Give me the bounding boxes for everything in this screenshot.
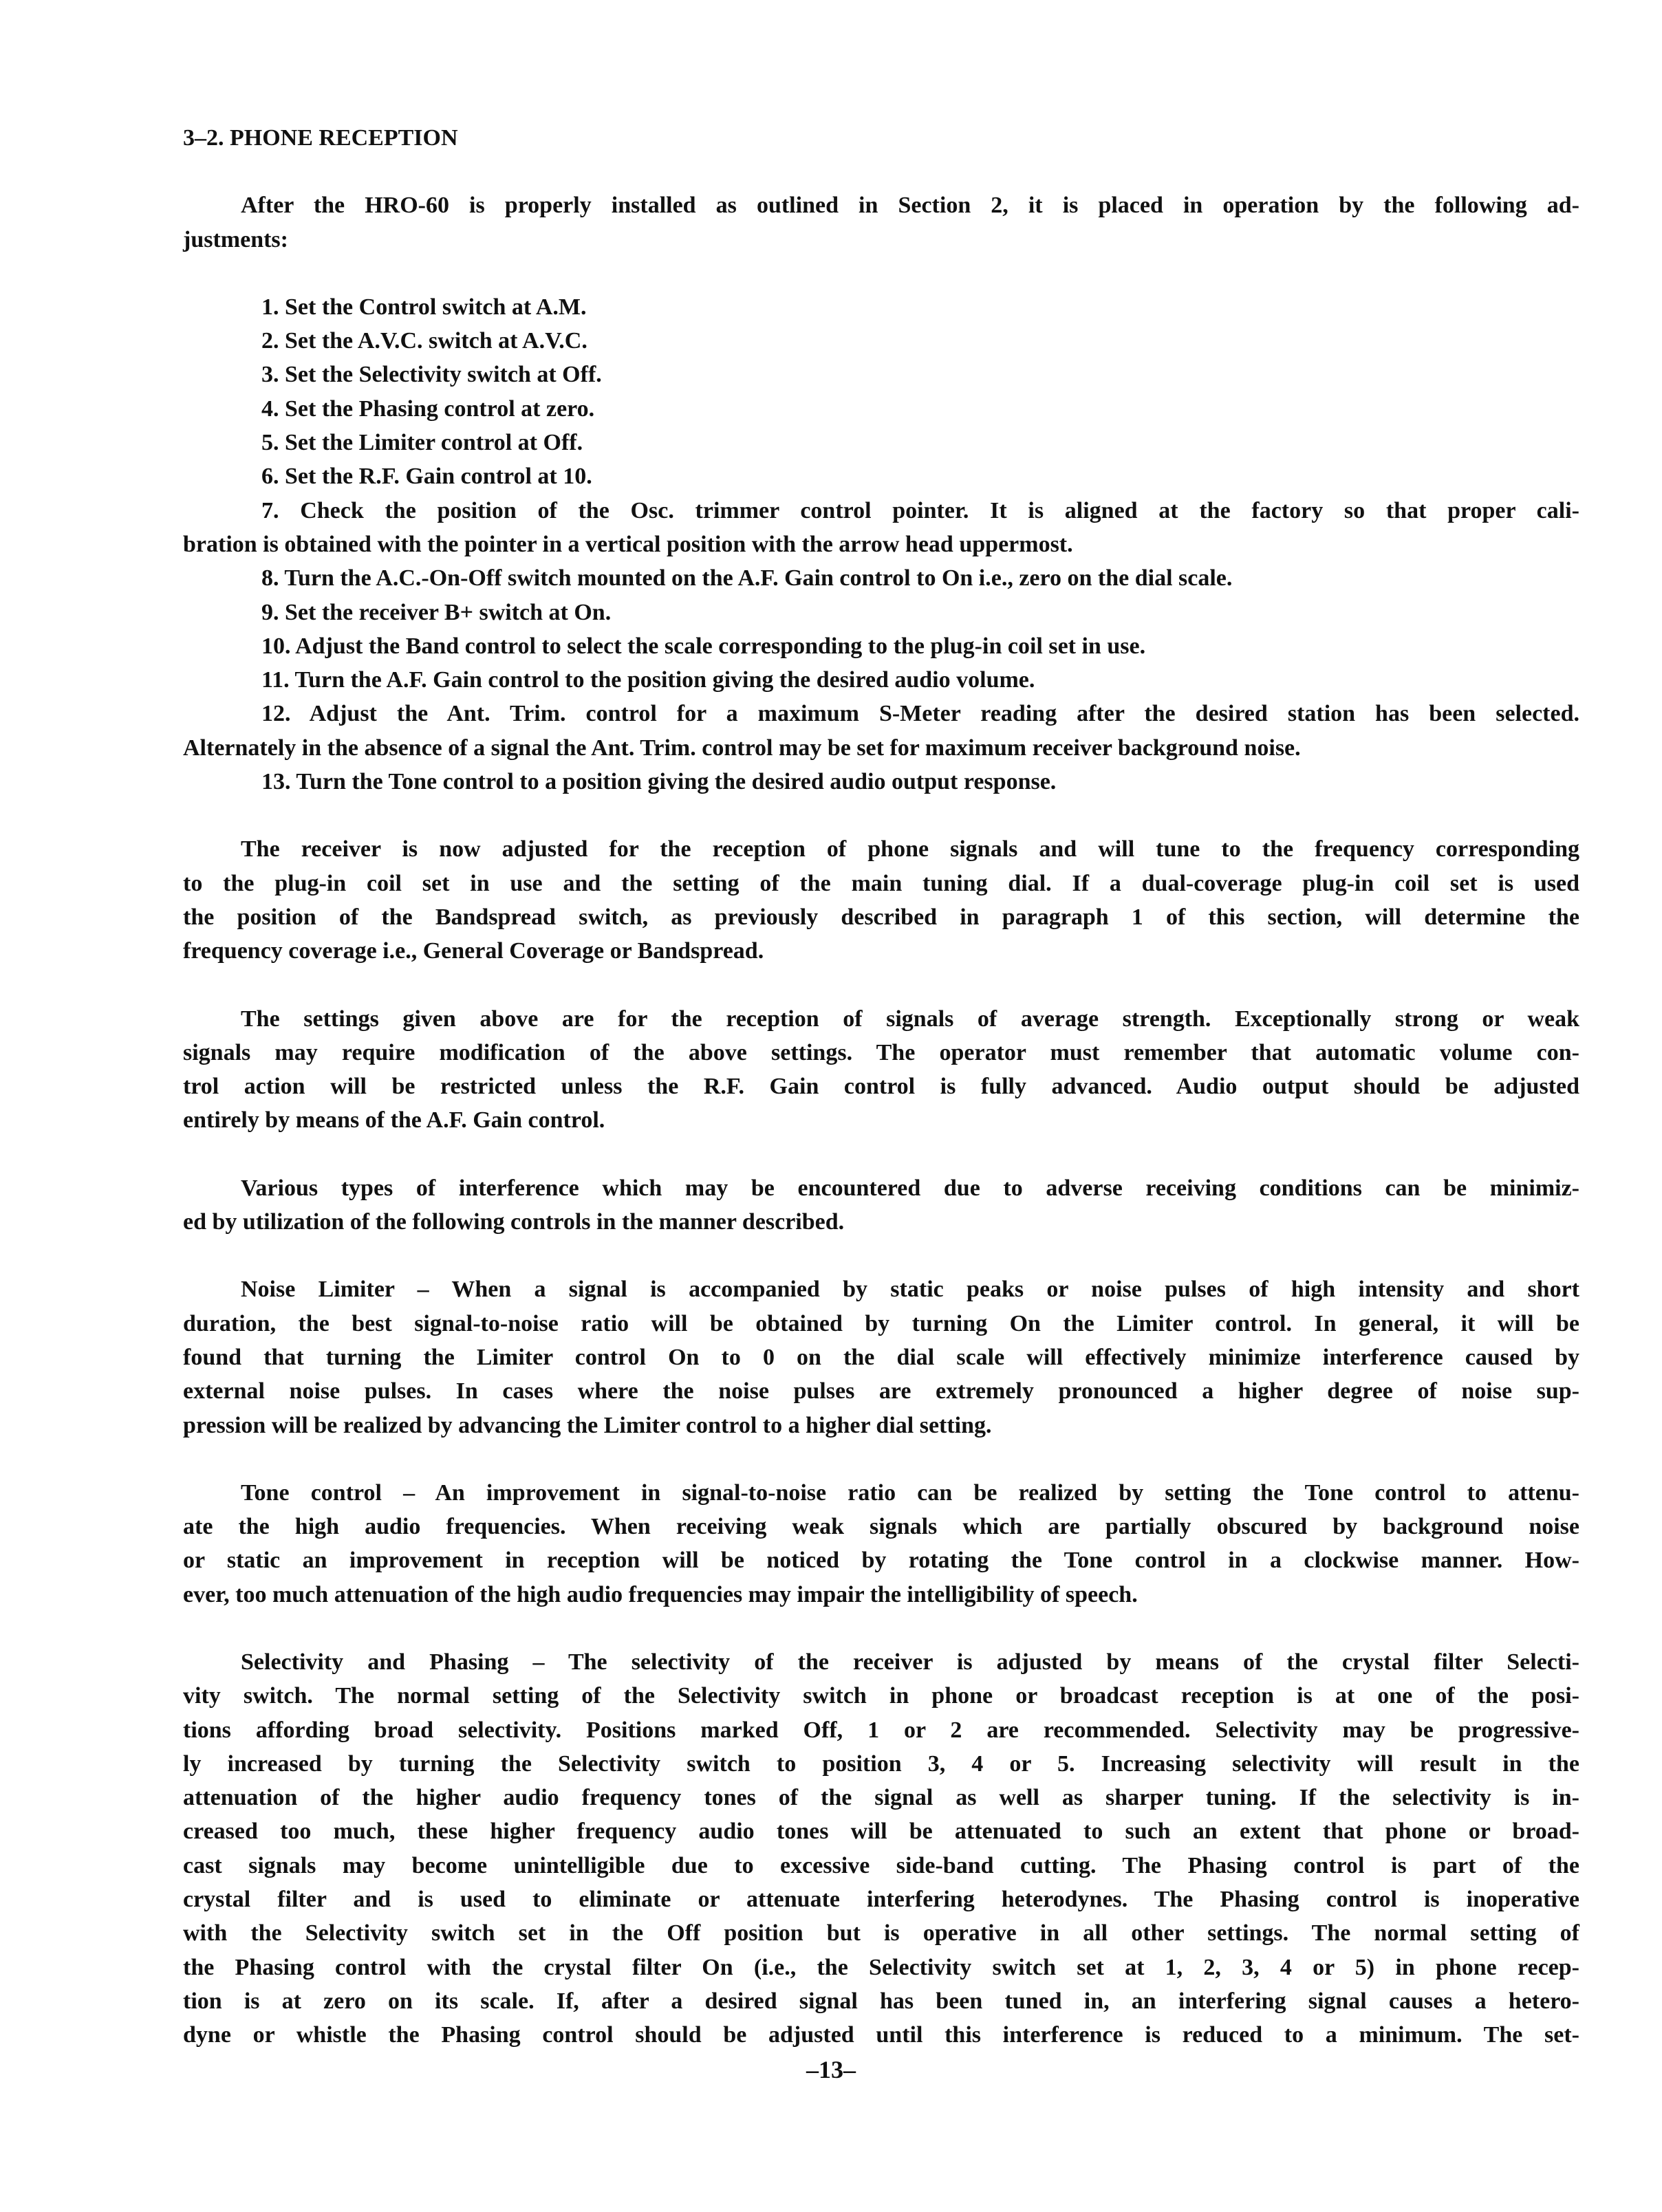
list-item <box>183 629 1579 663</box>
text-line: pression will be realized by advancing the Limiter control to a higher dial setting. <box>183 1412 992 1438</box>
list-item <box>183 663 1579 697</box>
paragraph <box>183 1171 1579 1239</box>
text-line: ed by utilization of the following controls in the manner described. <box>183 1209 845 1235</box>
text-line: to the plug-in coil set in use and the setting of the main tuning dial. If a dual-coverage plug-in coil set is used <box>183 870 1579 896</box>
text-line: external noise pulses. In cases where the noise pulses are extremely pronounced a higher degree of noise sup- <box>183 1378 1579 1405</box>
text-line: creased too much, these higher frequency audio tones will be attenuated to such an extent that phone or broad- <box>183 1819 1579 1845</box>
text-line: crystal filter and is used to eliminate or attenuate interfering heterodynes. The Phasing control is inoperative <box>183 1887 1579 1913</box>
list-item <box>183 561 1579 595</box>
paragraph <box>183 1476 1579 1612</box>
text-line: Various types of interference which may be encountered due to adverse receiving conditions can be minimiz- <box>241 1175 1579 1201</box>
list-item <box>183 494 1579 562</box>
list-item <box>183 459 1579 493</box>
text-line: cast signals may become unintelligible due to excessive side-band cutting. The Phasing control is part of the <box>183 1852 1579 1878</box>
text-line: entirely by means of the A.F. Gain control. <box>183 1107 605 1134</box>
text-line: 12. Adjust the Ant. Trim. control for a maximum S-Meter reading after the desired station has been selected. <box>261 701 1579 727</box>
list-item <box>183 358 1579 391</box>
text-line: 10. Adjust the Band control to select the scale corresponding to the plug-in coil set in use. <box>261 633 1146 659</box>
text-line: with the Selectivity switch set in the Off position but is operative in all other settings. The normal setting of <box>183 1920 1579 1947</box>
text-line: Tone control – An improvement in signal-to-noise ratio can be realized by setting the Tone control to attenu- <box>241 1479 1579 1506</box>
list-item <box>183 765 1579 799</box>
text-line: 8. Turn the A.C.-On-Off switch mounted on the A.F. Gain control to On i.e., zero on the dial scale. <box>261 565 1233 592</box>
text-line: 1. Set the Control switch at A.M. <box>261 294 587 320</box>
text-line: attenuation of the higher audio frequency tones of the signal as well as sharper tuning. If the selectivity is in- <box>183 1785 1579 1811</box>
text-line: bration is obtained with the pointer in a vertical position with the arrow head uppermost. <box>183 531 1073 557</box>
steps-list <box>183 290 1579 799</box>
text-line: tions affording broad selectivity. Positions marked Off, 1 or 2 are recommended. Selectivity may be progressive- <box>183 1717 1579 1743</box>
paragraph <box>183 1002 1579 1138</box>
section-heading: 3–2. PHONE RECEPTION <box>183 125 458 151</box>
text-line: Noise Limiter – When a signal is accompanied by static peaks or noise pulses of high intensity and short <box>241 1277 1579 1303</box>
text-line: duration, the best signal-to-noise ratio will be obtained by turning On the Limiter control. In general, it will be <box>183 1310 1579 1336</box>
text-line: 9. Set the receiver B+ switch at On. <box>261 599 612 625</box>
paragraph <box>183 1272 1579 1442</box>
list-item <box>183 596 1579 629</box>
text-line: vity switch. The normal setting of the Selectivity switch in phone or broadcast reception is at one of the posi- <box>183 1683 1579 1709</box>
list-item <box>183 392 1579 426</box>
text-line: 11. Turn the A.F. Gain control to the position giving the desired audio volume. <box>261 667 1035 693</box>
text-line: The receiver is now adjusted for the reception of phone signals and will tune to the frequency corresponding <box>241 836 1579 863</box>
body-paragraphs <box>183 832 1579 2052</box>
paragraph <box>183 1645 1579 2052</box>
text-line: frequency coverage i.e., General Coverage or Bandspread. <box>183 938 764 964</box>
text-line: tion is at zero on its scale. If, after a desired signal has been tuned in, an interfering signal causes a hetero- <box>183 1988 1579 2014</box>
document-page <box>183 121 1579 2086</box>
text-line: signals may require modification of the above settings. The operator must remember that automatic volume con- <box>183 1039 1579 1065</box>
list-item <box>183 426 1579 459</box>
text-line: 3. Set the Selectivity switch at Off. <box>261 362 602 388</box>
text-line: 6. Set the R.F. Gain control at 10. <box>261 464 592 490</box>
page-number: –13– <box>806 2056 856 2083</box>
text-line: trol action will be restricted unless the R.F. Gain control is fully advanced. Audio output should be adjusted <box>183 1074 1579 1100</box>
text-line: 4. Set the Phasing control at zero. <box>261 395 595 422</box>
text-line: 5. Set the Limiter control at Off. <box>261 430 583 456</box>
list-item <box>183 290 1579 324</box>
text-line: found that turning the Limiter control On to 0 on the dial scale will effectively minimize interference caused by <box>183 1344 1579 1370</box>
text-line: dyne or whistle the Phasing control should be adjusted until this interference is reduced to a minimum. The set- <box>183 2022 1579 2048</box>
text-line: the position of the Bandspread switch, as previously described in paragraph 1 of this section, will determine the <box>183 904 1579 930</box>
text-line: or static an improvement in reception will be noticed by rotating the Tone control in a clockwise manner. How- <box>183 1548 1579 1574</box>
text-line: ever, too much attenuation of the high audio frequencies may impair the intelligibility of speech. <box>183 1581 1138 1607</box>
text-line: ly increased by turning the Selectivity switch to position 3, 4 or 5. Increasing selectivity will result in the <box>183 1750 1579 1777</box>
intro-paragraph <box>183 188 1579 257</box>
text-line: 7. Check the position of the Osc. trimmer control pointer. It is aligned at the factory so that proper cali- <box>261 497 1579 523</box>
text-line: ate the high audio frequencies. When receiving weak signals which are partially obscured by background noise <box>183 1514 1579 1540</box>
list-item <box>183 324 1579 358</box>
text-line: the Phasing control with the crystal filter On (i.e., the Selectivity switch set at 1, 2, 3, 4 or 5) in phone recep- <box>183 1954 1579 1980</box>
text-line: After the HRO-60 is properly installed as outlined in Section 2, it is placed in operation by the following ad- <box>241 193 1579 219</box>
text-line: Selectivity and Phasing – The selectivity of the receiver is adjusted by means of the crystal filter Selecti- <box>241 1649 1579 1675</box>
text-line: 13. Turn the Tone control to a position giving the desired audio output response. <box>261 769 1057 795</box>
list-item <box>183 697 1579 765</box>
text-line: The settings given above are for the reception of signals of average strength. Exceptionally strong or weak <box>241 1006 1579 1032</box>
paragraph <box>183 832 1579 968</box>
text-line: 2. Set the A.V.C. switch at A.V.C. <box>261 328 587 354</box>
text-line: Alternately in the absence of a signal the Ant. Trim. control may be set for maximum receiver background noise. <box>183 735 1301 761</box>
text-line: justments: <box>183 226 288 252</box>
